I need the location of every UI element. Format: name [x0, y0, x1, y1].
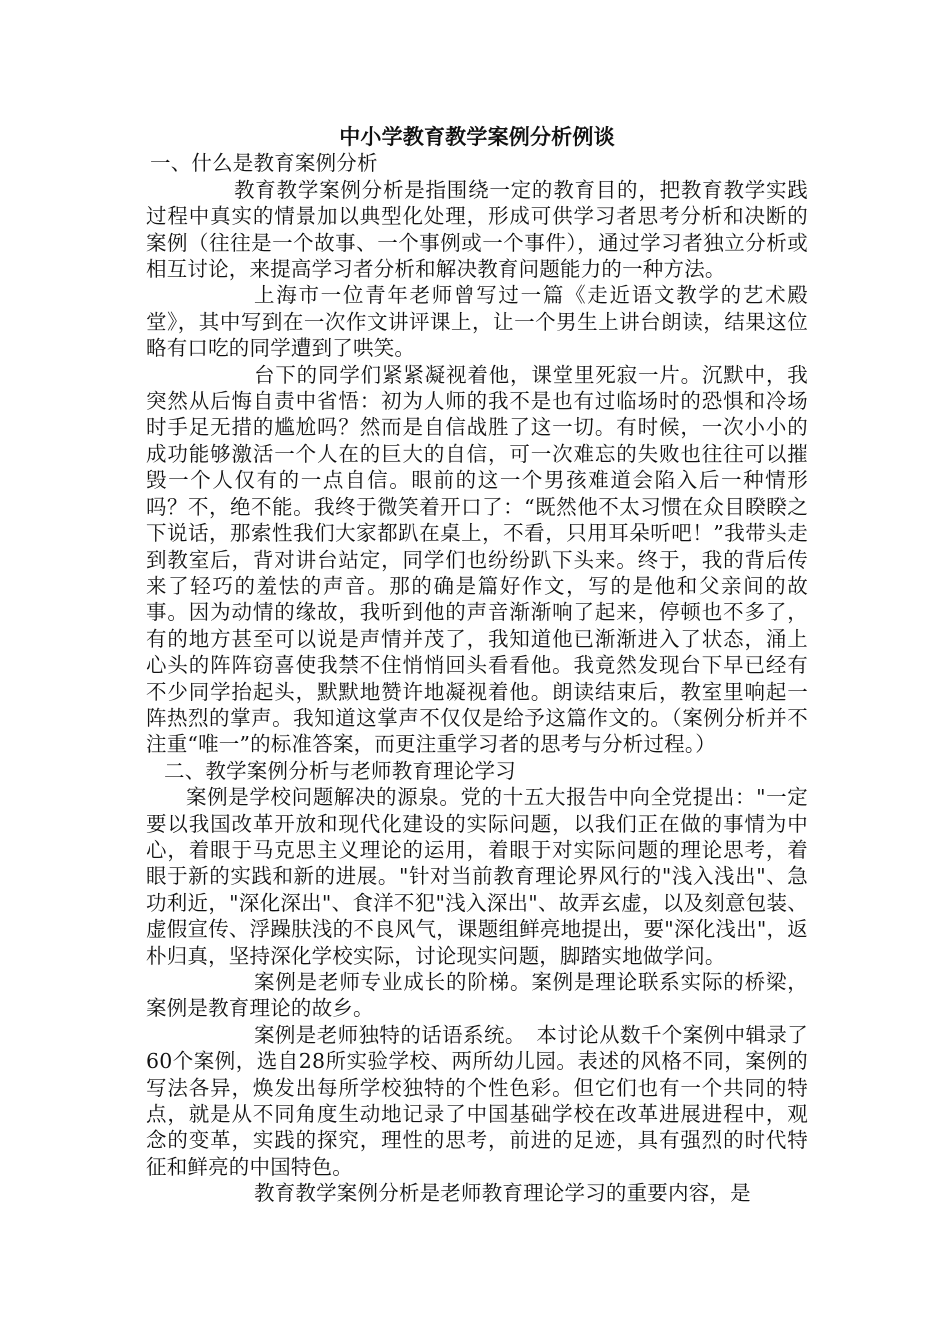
paragraph-5: 案例是老师专业成长的阶梯。案例是理论联系实际的桥梁，案例是教育理论的故乡。	[146, 970, 808, 1021]
paragraph-3: 台下的同学们紧紧凝视着他，课堂里死寂一片。沉默中，我突然从后悔自责中省悟：初为人师的我不是也有过临场时的恐惧和冷场时手足无措的尴尬吗？然而是自信战胜了这一切。有时候，一次小小的成功能够激活一个人在的巨大的自信，可一次难忘的失败也往往可以摧毁一个人仅有的一点自信。眼前的这一个男孩难道会陷入后一种情形吗？不，绝不能。我终于微笑着开口了：“既然他不太习惯在众目睽睽之下说话，那索性我们大家都趴在桌上，不看，只用耳朵听吧！”我带头走到教室后，背对讲台站定，同学们也纷纷趴下头来。终于，我的背后传来了轻巧的羞怯的声音。那的确是篇好作文，写的是他和父亲间的故事。因为动情的缘故，我听到他的声音渐渐响了起来，停顿也不多了，有的地方甚至可以说是声情并茂了，我知道他已渐渐进入了状态，涌上心头的阵阵窃喜使我禁不住悄悄回头看看他。我竟然发现台下早已经有不少同学抬起头，默默地赞许地凝视着他。朗读结束后，教室里响起一阵热烈的掌声。我知道这掌声不仅仅是给予这篇作文的。（案例分析并不注重“唯一”的标准答案，而更注重学习者的思考与分析过程。）	[146, 362, 808, 757]
document-title: 中小学教育教学案例分析例谈	[339, 124, 615, 149]
document-page	[146, 124, 808, 1207]
section-heading-1: 一、什么是教育案例分析	[150, 151, 378, 176]
paragraph-6: 案例是老师独特的话语系统。 本讨论从数千个案例中辑录了60个案例，选自28所实验学校、两所幼儿园。表述的风格不同，案例的写法各异，焕发出每所学校独特的个性色彩。但它们也有一个共同的特点，就是从不同角度生动地记录了中国基础学校在改革进展进程中，观念的变革，实践的探究，理性的思考，前进的足迹，具有强烈的时代特征和鲜亮的中国特色。	[146, 1022, 808, 1179]
paragraph-7: 教育教学案例分析是老师教育理论学习的重要内容，是	[254, 1181, 751, 1206]
paragraph-2: 上海市一位青年老师曾写过一篇《走近语文教学的艺术殿堂》，其中写到在一次作文讲评课上，让一个男生上讲台朗读，结果这位略有口吃的同学遭到了哄笑。	[146, 283, 808, 361]
paragraph-1: 教育教学案例分析是指围绕一定的教育目的，把教育教学实践过程中真实的情景加以典型化处理，形成可供学习者思考分析和决断的案例（往往是一个故事、一个事例或一个事件），通过学习者独立分析或相互讨论，来提高学习者分析和解决教育问题能力的一种方法。	[146, 177, 808, 282]
paragraph-4: 案例是学校问题解决的源泉。党的十五大报告中向全党提出："一定要以我国改革开放和现代化建设的实际问题，以我们正在做的事情为中心，着眼于马克思主义理论的运用，着眼于对实际问题的理论思考，着眼于新的实践和新的进展。"针对当前教育理论界风行的"浅入浅出"、急功利近，"深化深出"、食洋不犯"浅入深出"、故弄玄虚，以及刻意包装、虚假宣传、浮躁肤浅的不良风气，课题组鲜亮地提出，要"深化浅出"，返朴归真，坚持深化学校实际，讨论现实问题，脚踏实地做学问。	[146, 785, 808, 968]
section-heading-2: 二、教学案例分析与老师教育理论学习	[164, 758, 516, 783]
